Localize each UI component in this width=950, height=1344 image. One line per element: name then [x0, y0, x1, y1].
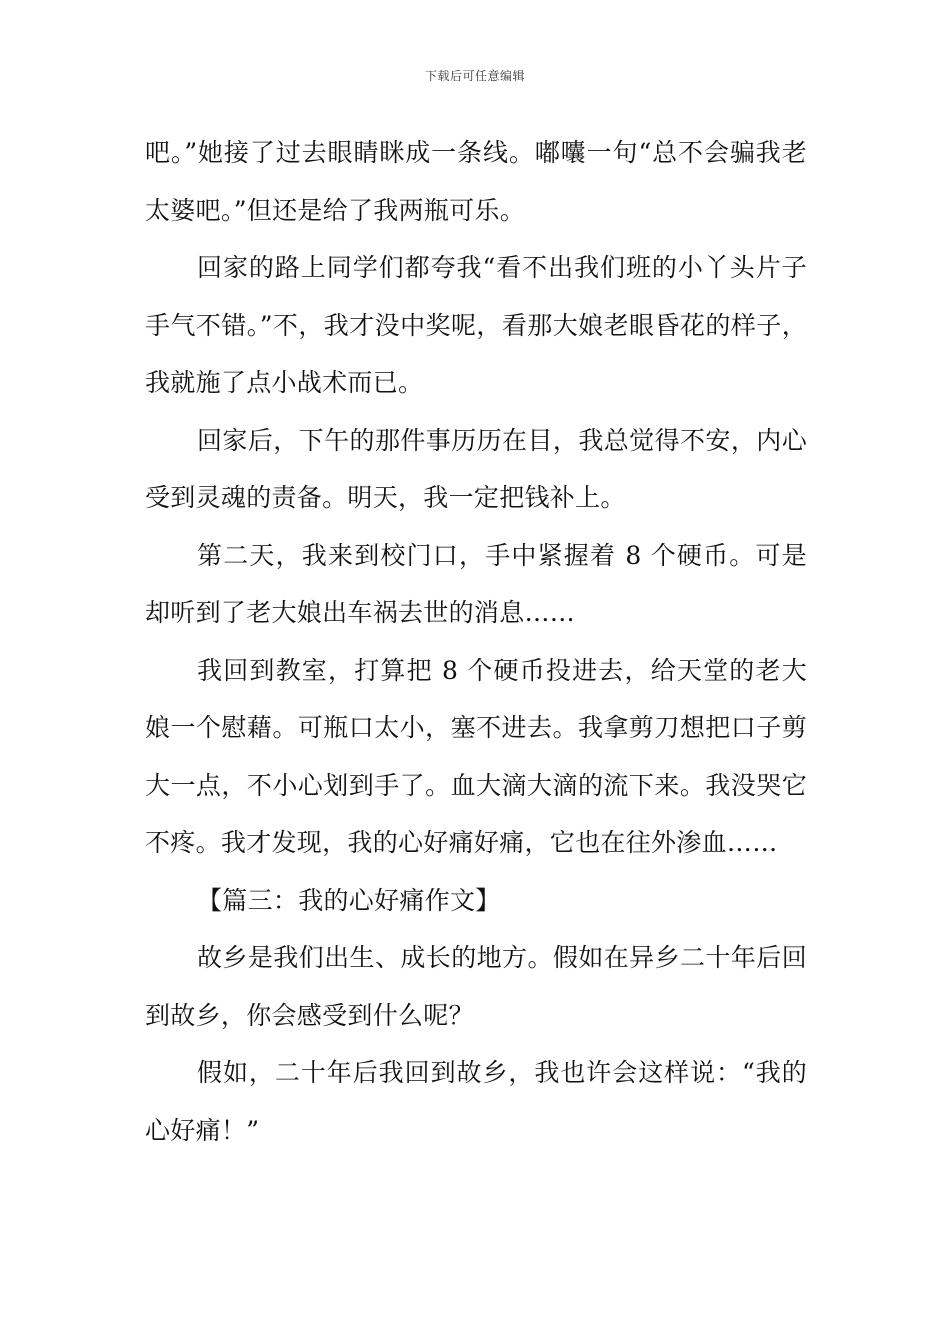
paragraph: 假如，二十年后我回到故乡，我也许会这样说：“我的心好痛！” [145, 1058, 807, 1145]
section-heading: 【篇三：我的心好痛作文】 [197, 885, 501, 915]
paragraph: 回家的路上同学们都夸我“看不出我们班的小丫头片子手气不错。”不，我才没中奖呢，看那大娘老眼昏花的样子，我就施了点小战术而已。 [145, 253, 807, 397]
document-body [145, 124, 807, 1159]
paragraph: 回家后，下午的那件事历历在目，我总觉得不安，内心受到灵魂的责备。明天，我一定把钱补上。 [145, 425, 807, 512]
paragraph: 故乡是我们出生、成长的地方。假如在异乡二十年后回到故乡，你会感受到什么呢？ [145, 943, 807, 1030]
paragraph: 第二天，我来到校门口，手中紧握着 8 个硬币。可是却听到了老大娘出车祸去世的消息…… [145, 540, 807, 627]
paragraph: 我回到教室，打算把 8 个硬币投进去，给天堂的老大娘一个慰藉。可瓶口太小，塞不进去。我拿剪刀想把口子剪大一点，不小心划到手了。血大滴大滴的流下来。我没哭它不疼。我才发现，我的心好痛好痛，它也在往外渗血…… [145, 655, 807, 857]
page-header: 下载后可任意编辑 [424, 69, 525, 83]
paragraph: 吧。”她接了过去眼睛眯成一条线。嘟囔一句“总不会骗我老太婆吧。”但还是给了我两瓶可乐。 [145, 138, 807, 225]
